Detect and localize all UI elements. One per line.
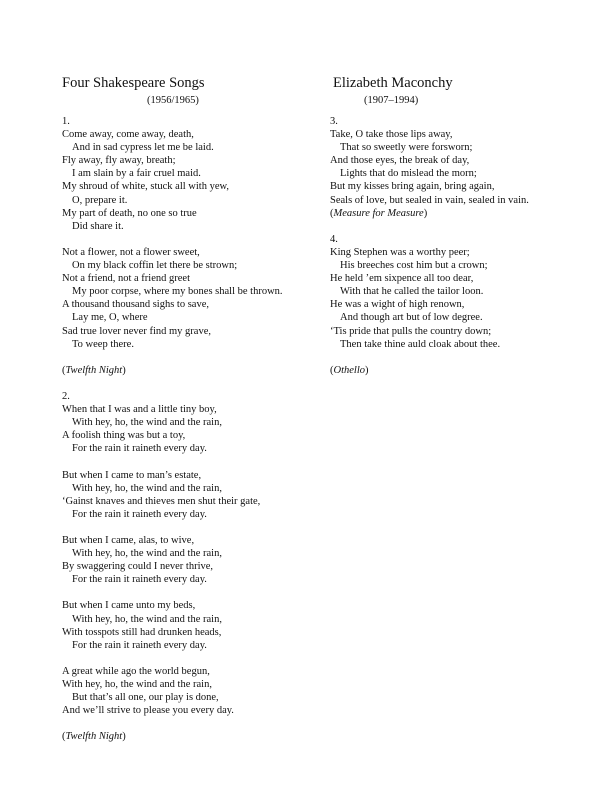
verse-line: But my kisses bring again, bring again, — [330, 181, 495, 193]
verse-line: He was a wight of high renown, — [330, 299, 465, 311]
verse-line: Not a flower, not a flower sweet, — [62, 246, 200, 258]
song-number: 4. — [330, 233, 338, 245]
play-title: Twelfth Night — [65, 731, 123, 743]
verse-line: Did share it. — [72, 220, 124, 232]
verse-line: Lights that do mislead the morn; — [340, 168, 477, 180]
source-open-paren: ( — [62, 731, 66, 743]
verse-line: A foolish thing was but a toy, — [62, 430, 186, 442]
verse-line: Then take thine auld cloak about thee. — [340, 338, 501, 350]
verse-line: Not a friend, not a friend greet — [62, 273, 190, 285]
verse-line: My shroud of white, stuck all with yew, — [62, 181, 230, 193]
play-source — [330, 364, 575, 377]
source-close-paren: ) — [122, 731, 126, 743]
source-close-paren: ) — [122, 364, 126, 376]
play-source — [62, 364, 327, 377]
verse-line: I am slain by a fair cruel maid. — [72, 168, 201, 180]
verse-line: My part of death, no one so true — [62, 207, 197, 219]
verse-line: By swaggering could I never thrive, — [62, 561, 214, 573]
stanza-gap — [62, 717, 327, 730]
verse-line: With hey, ho, the wind and the rain, — [72, 613, 222, 625]
verse-line: But that’s all one, our play is done, — [72, 692, 219, 704]
verse-line: Sad true lover never find my grave, — [62, 325, 211, 337]
verse-line: With that he called the tailor loon. — [340, 286, 484, 298]
verse-line: Come away, come away, death, — [62, 129, 194, 141]
verse-line: With hey, ho, the wind and the rain, — [72, 417, 222, 429]
verse-line: With hey, ho, the wind and the rain, — [72, 548, 222, 560]
verse-line: And those eyes, the break of day, — [330, 155, 470, 167]
stanza-gap — [62, 586, 327, 599]
verse-line: But when I came, alas, to wive, — [62, 535, 195, 546]
verse-line: ‘Gainst knaves and thieves men shut their gate, — [62, 495, 261, 507]
verse-line: Lay me, O, where — [72, 312, 148, 324]
verse-line: He held ’em sixpence all too dear, — [330, 273, 474, 285]
verse-line: But when I came unto my beds, — [62, 600, 196, 612]
stanza-gap — [62, 233, 327, 246]
verse-line: When that I was and a little tiny boy, — [62, 404, 217, 416]
stanza-gap — [62, 455, 327, 468]
stanza-gap — [62, 521, 327, 534]
verse-line: And we’ll strive to please you every day. — [62, 705, 234, 717]
source-open-paren: ( — [330, 207, 334, 219]
stanza-gap — [62, 652, 327, 665]
verse-line: With hey, ho, the wind and the rain, — [72, 482, 222, 494]
song-number: 2. — [62, 390, 70, 402]
song-number: 1. — [62, 116, 70, 127]
verse-line: For the rain it raineth every day. — [72, 443, 207, 455]
play-title: Twelfth Night — [65, 364, 123, 376]
play-source — [330, 207, 575, 220]
verse-line: ‘Tis pride that pulls the country down; — [330, 325, 492, 337]
verse-line: Fly away, fly away, breath; — [62, 155, 176, 167]
stanza-gap — [330, 351, 575, 364]
verse-line: With tosspots still had drunken heads, — [62, 626, 222, 638]
verse-line: And though art but of low degree. — [340, 312, 483, 324]
verse-line: With hey, ho, the wind and the rain, — [62, 679, 212, 691]
verse-line: On my black coffin let there be strown; — [72, 260, 238, 272]
verse-line: My poor corpse, where my bones shall be thrown. — [72, 286, 283, 298]
stanza-gap — [62, 377, 327, 390]
verse-line: His breeches cost him but a crown; — [340, 260, 488, 272]
verse-line: That so sweetly were forsworn; — [340, 142, 473, 154]
verse-line: A thousand thousand sighs to save, — [62, 299, 209, 311]
source-close-paren: ) — [423, 207, 428, 219]
verse-line: Seals of love, but sealed in vain, sealed in vain. — [330, 194, 529, 206]
verse-line: King Stephen was a worthy peer; — [330, 246, 470, 258]
verse-line: O, prepare it. — [72, 194, 128, 206]
song-cycle-title: Four Shakespeare Songs — [62, 75, 205, 91]
verse-line: To weep there. — [72, 338, 134, 350]
left-text-column — [62, 115, 327, 744]
verse-line: Take, O take those lips away, — [330, 129, 453, 141]
play-title: Measure for Measure — [333, 207, 424, 219]
stanza-gap — [62, 351, 327, 364]
play-source — [62, 730, 327, 743]
verse-line: For the rain it raineth every day. — [72, 639, 207, 651]
composer-dates: (1907–1994) — [364, 95, 419, 106]
stanza-gap — [330, 220, 575, 233]
right-text-column — [330, 115, 575, 377]
song-number: 3. — [330, 116, 338, 127]
play-title: Othello — [333, 364, 365, 376]
source-open-paren: ( — [62, 364, 66, 376]
verse-line: For the rain it raineth every day. — [72, 508, 207, 520]
source-open-paren: ( — [330, 364, 334, 376]
verse-line: A great while ago the world begun, — [62, 665, 210, 677]
composition-dates: (1956/1965) — [147, 95, 199, 106]
verse-line: And in sad cypress let me be laid. — [72, 142, 214, 154]
verse-line: But when I came to man’s estate, — [62, 469, 202, 481]
verse-line: For the rain it raineth every day. — [72, 574, 207, 586]
composer-name: Elizabeth Maconchy — [333, 75, 453, 91]
source-close-paren: ) — [365, 364, 369, 376]
